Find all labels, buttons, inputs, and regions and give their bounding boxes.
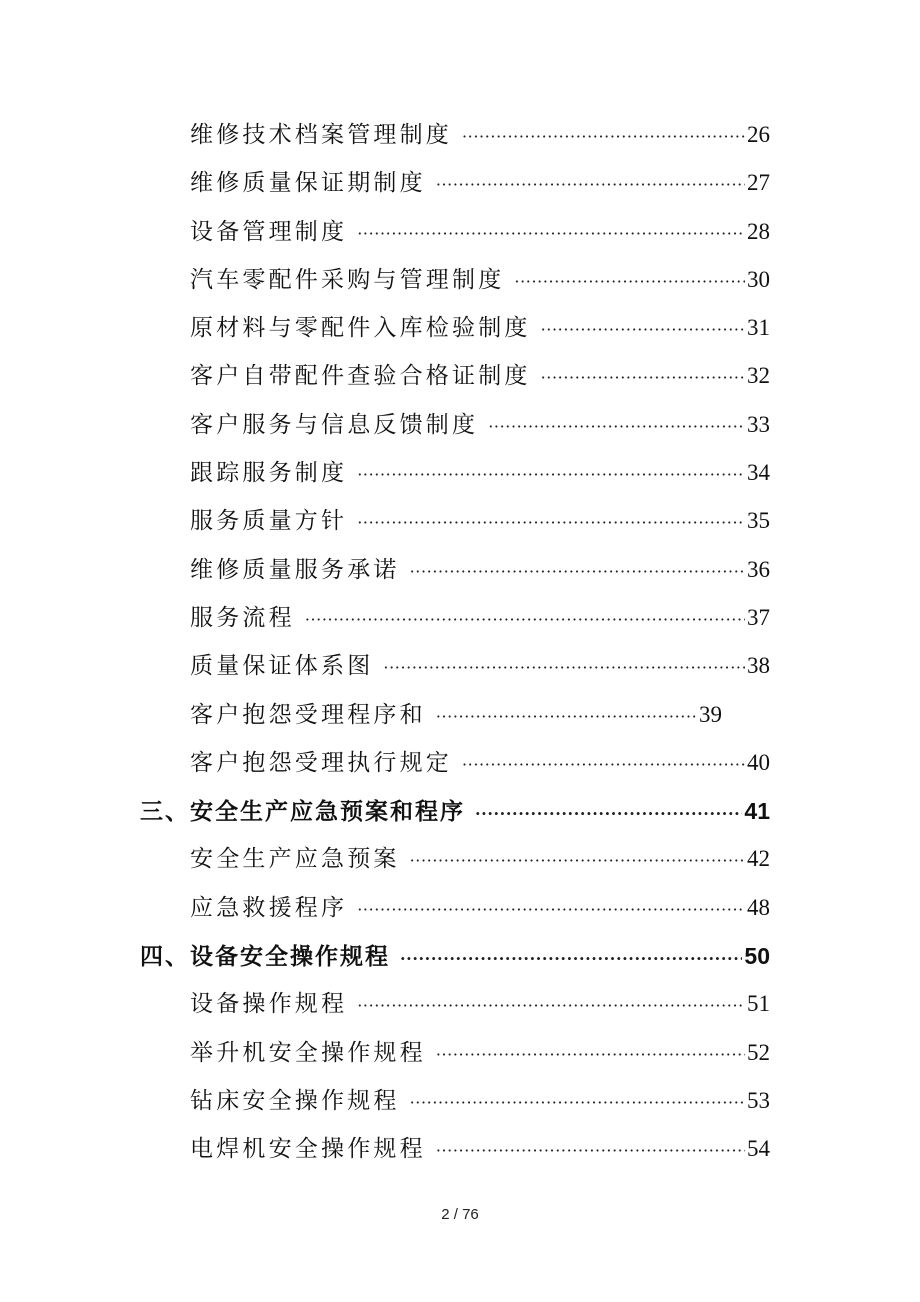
toc-entry-title: 原材料与零配件入库检验制度 <box>190 315 531 342</box>
toc-entry[interactable] <box>0 692 920 740</box>
toc-leader-dots <box>436 1134 745 1168</box>
toc-leader-dots <box>436 168 745 202</box>
toc-entry-page: 42 <box>747 846 770 872</box>
toc-entry-title: 安全生产应急预案 <box>190 846 400 873</box>
toc-entry[interactable] <box>0 547 920 595</box>
toc-entry-page: 32 <box>747 363 770 389</box>
toc-entry[interactable] <box>0 209 920 257</box>
toc-entry-title: 客户服务与信息反馈制度 <box>190 411 479 438</box>
toc-leader-dots <box>462 120 745 154</box>
toc-entry-title: 钻床安全操作规程 <box>190 1087 400 1114</box>
toc-entry-page: 28 <box>747 218 770 244</box>
page-number-footer: 2 / 76 <box>441 1206 479 1223</box>
toc-entry-title: 举升机安全操作规程 <box>190 1039 426 1066</box>
toc-entry-title: 维修质量服务承诺 <box>190 556 400 583</box>
toc-leader-dots <box>462 748 745 782</box>
toc-entry-title: 设备操作规程 <box>190 991 348 1018</box>
toc-entry-page: 31 <box>747 315 770 341</box>
toc-entry-page: 50 <box>744 943 770 970</box>
toc-entry-page: 53 <box>747 1087 770 1113</box>
toc-leader-dots <box>400 942 742 976</box>
toc-entry-title: 客户抱怨受理程序和 <box>190 701 426 728</box>
toc-entry[interactable] <box>0 402 920 450</box>
toc-entry[interactable] <box>0 160 920 208</box>
toc-entry-page: 26 <box>747 122 770 147</box>
toc-entry-title: 设备管理制度 <box>190 218 348 245</box>
toc-entry-title: 应急救援程序 <box>190 894 348 921</box>
toc-leader-dots <box>410 844 745 878</box>
toc-leader-dots <box>514 265 745 299</box>
toc-entry-title: 电焊机安全操作规程 <box>190 1136 426 1163</box>
toc-entry-page: 30 <box>747 266 770 292</box>
toc-leader-dots <box>410 555 745 589</box>
toc-entry-title: 客户自带配件查验合格证制度 <box>190 363 531 390</box>
toc-entry-page: 34 <box>747 460 770 486</box>
toc-entry[interactable] <box>0 595 920 643</box>
toc-leader-dots <box>436 1038 745 1072</box>
toc-entry[interactable] <box>0 1030 920 1078</box>
toc-entry[interactable] <box>0 1126 920 1174</box>
toc-leader-dots <box>436 700 697 734</box>
toc-section-heading[interactable] <box>0 933 920 981</box>
toc-entry-title: 三、安全生产应急预案和程序 <box>140 798 465 826</box>
toc-entry[interactable] <box>0 353 920 401</box>
toc-entry-page: 40 <box>747 749 770 775</box>
toc-entry[interactable] <box>0 643 920 691</box>
toc-entry[interactable] <box>0 1078 920 1126</box>
toc-entry[interactable] <box>0 981 920 1029</box>
toc-entry[interactable] <box>0 305 920 353</box>
toc-leader-dots <box>357 217 745 251</box>
toc-entry[interactable] <box>0 885 920 933</box>
toc-entry-title: 服务流程 <box>190 604 295 631</box>
toc-leader-dots <box>383 651 745 685</box>
toc-section-heading[interactable] <box>0 788 920 836</box>
toc-entry[interactable] <box>0 112 920 160</box>
toc-leader-dots <box>357 458 745 492</box>
toc-entry-page: 51 <box>747 991 770 1017</box>
toc-leader-dots <box>541 313 745 347</box>
toc-entry-page: 37 <box>747 604 770 630</box>
toc-leader-dots <box>488 410 745 444</box>
toc-entry-title: 维修质量保证期制度 <box>190 170 426 197</box>
toc-entry-title: 客户抱怨受理执行规定 <box>190 749 452 776</box>
toc-entry-title: 质量保证体系图 <box>190 653 374 680</box>
toc-entry-page: 41 <box>744 798 770 825</box>
toc-entry-title: 服务质量方针 <box>190 508 348 535</box>
toc-entry-page: 48 <box>747 894 770 920</box>
toc-entry[interactable] <box>0 740 920 788</box>
toc-entry-page: 33 <box>747 411 770 437</box>
toc-leader-dots <box>357 893 745 927</box>
toc-entry-page: 54 <box>747 1136 770 1162</box>
toc-entry-title: 跟踪服务制度 <box>190 460 348 487</box>
toc-entry[interactable] <box>0 498 920 546</box>
toc-entry[interactable] <box>0 450 920 498</box>
toc-leader-dots <box>357 989 745 1023</box>
toc-entry-page: 27 <box>747 170 770 196</box>
toc-entry-page: 52 <box>747 1039 770 1065</box>
table-of-contents <box>0 112 920 1175</box>
toc-entry-page: 36 <box>747 556 770 582</box>
toc-leader-dots <box>357 506 745 540</box>
toc-entry[interactable] <box>0 257 920 305</box>
toc-leader-dots <box>410 1086 745 1120</box>
toc-leader-dots <box>305 603 745 637</box>
toc-entry-title: 四、设备安全操作规程 <box>140 943 390 971</box>
toc-entry-page: 39 <box>699 701 722 727</box>
toc-entry-page: 38 <box>747 653 770 679</box>
toc-entry-title: 汽车零配件采购与管理制度 <box>190 266 505 293</box>
toc-entry-page: 35 <box>747 508 770 534</box>
toc-entry[interactable] <box>0 836 920 884</box>
toc-entry-title: 维修技术档案管理制度 <box>190 122 452 148</box>
toc-leader-dots <box>541 361 745 395</box>
toc-leader-dots <box>475 797 742 831</box>
